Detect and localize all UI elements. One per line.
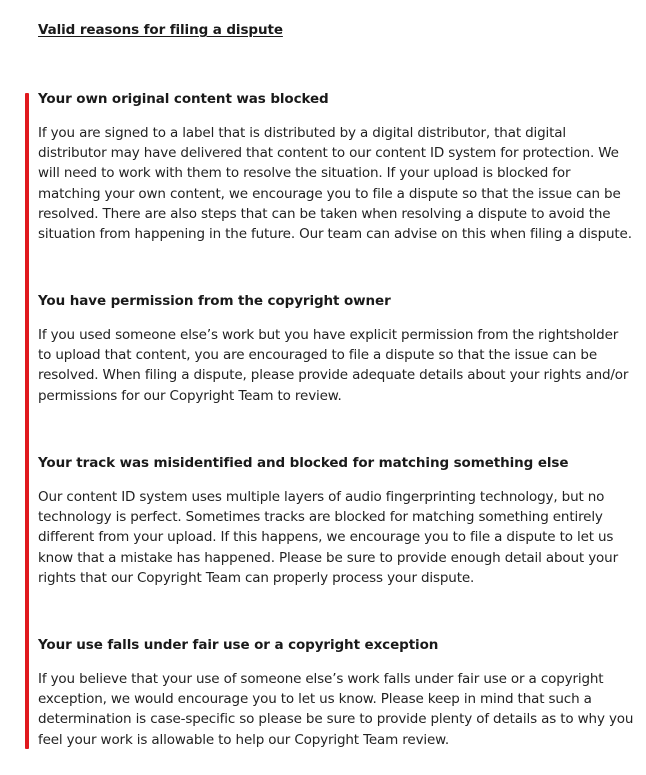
section-title: Your track was misidentified and blocked for matching something else xyxy=(38,455,569,471)
accent-bar xyxy=(25,93,29,749)
section-title: Your use falls under fair use or a copyright exception xyxy=(38,637,439,653)
section-fair-use xyxy=(38,636,634,750)
page-title: Valid reasons for filing a dispute xyxy=(38,22,283,38)
section-body: Our content ID system uses multiple layers of audio fingerprinting technology, but no technology is perfect. Sometimes tracks are blocked for matching something entirely different from your upload. If this happens, we encourage you to file a dispute to let us know that a mistake has happened. Please be sure to provide enough detail about your rights that our Copyright Team can properly process your dispute. xyxy=(38,489,618,586)
section-original-content-blocked xyxy=(38,90,634,244)
section-title: Your own original content was blocked xyxy=(38,91,329,107)
section-permission-from-owner xyxy=(38,292,634,406)
section-track-misidentified xyxy=(38,454,634,588)
section-body: If you used someone else’s work but you have explicit permission from the rightsholder to upload that content, you are encouraged to file a dispute so that the issue can be resolved. When filing a dispute, please provide adequate details about your rights and/or permissions for our Copyright Team to review. xyxy=(38,327,629,404)
section-body: If you are signed to a label that is distributed by a digital distributor, that digital distributor may have delivered that content to our content ID system for protection. We will need to work with them to resolve the situation. If your upload is blocked for matching your own content, we encourage you to file a dispute so that the issue can be resolved. There are also steps that can be taken when resolving a dispute to avoid the situation from happening in the future. Our team can advise on this when filing a dispute. xyxy=(38,125,632,243)
section-body: If you believe that your use of someone else’s work falls under fair use or a copyright exception, we would encourage you to let us know. Please keep in mind that such a determination is case-specific so please be sure to provide plenty of details as to why you feel your work is allowable to help our Copyright Team review. xyxy=(38,671,634,748)
section-title: You have permission from the copyright owner xyxy=(38,293,391,309)
